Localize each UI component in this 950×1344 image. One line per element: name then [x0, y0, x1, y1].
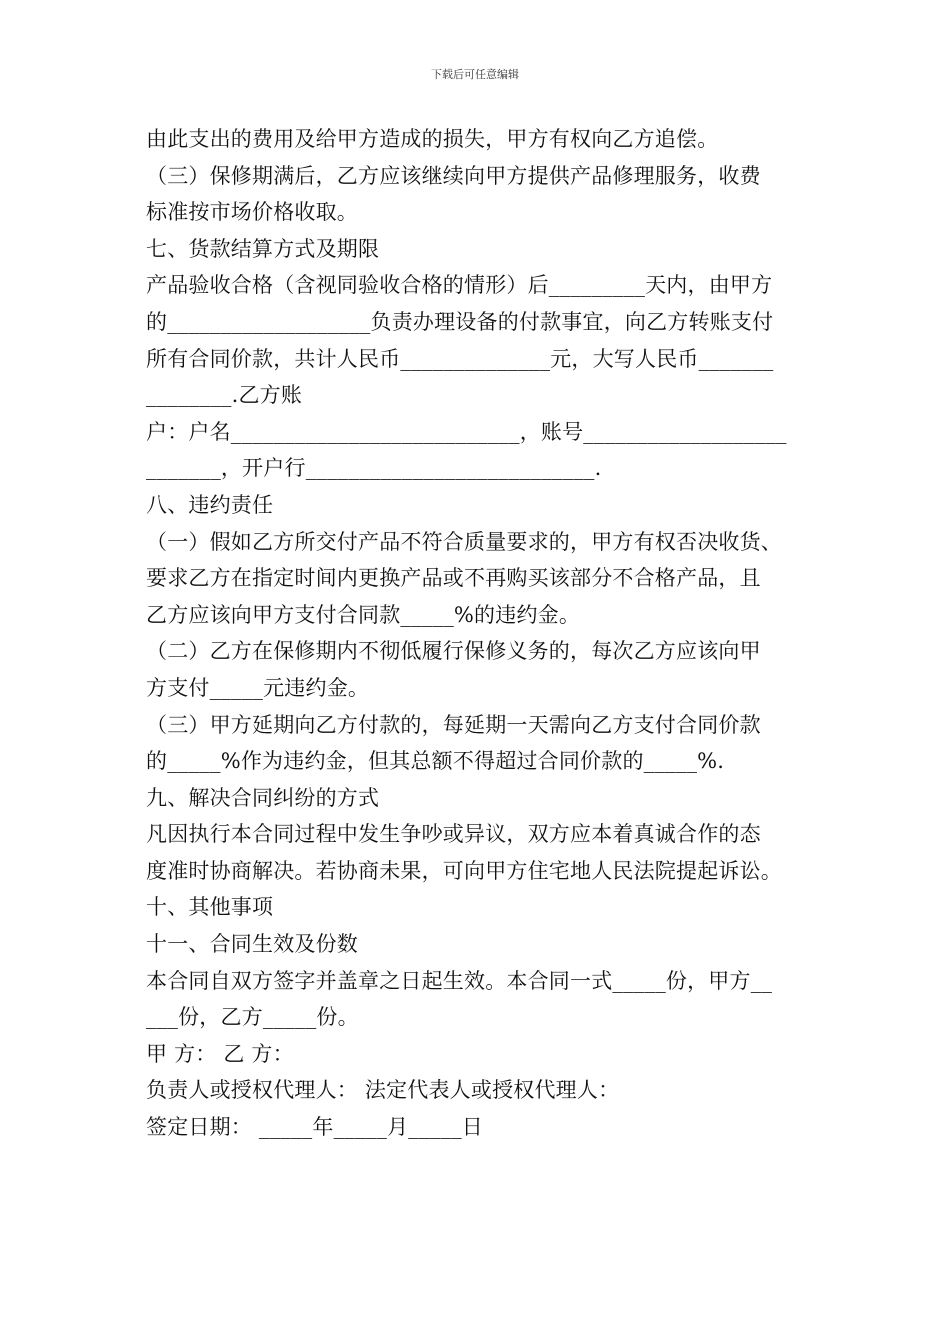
- text-line: （二）乙方在保修期内不彻低履行保修义务的，每次乙方应该向甲: [146, 639, 761, 664]
- text-line: 方支付_____元违约金。: [146, 675, 370, 700]
- text-line: _______，开户行___________________________.: [146, 456, 602, 481]
- text-line: ________.乙方账: [146, 383, 303, 408]
- text-line: 由此支出的费用及给甲方造成的损失，甲方有权向乙方追偿。: [146, 127, 719, 151]
- text-line: 的___________________负责办理设备的付款事宜，向乙方转账支付: [146, 309, 774, 334]
- section-heading: 七、货款结算方式及期限: [146, 236, 380, 261]
- section-heading: 十一、合同生效及份数: [146, 932, 358, 957]
- text-line: 所有合同价款，共计人民币______________元，大写人民币_______: [146, 346, 774, 371]
- section-heading: 八、违约责任: [146, 492, 274, 517]
- text-line: 产品验收合格（含视同验收合格的情形）后_________天内，由甲方: [146, 273, 773, 298]
- signing-date: 签定日期： _____年_____月_____日: [146, 1115, 483, 1140]
- text-line: （三）保修期满后，乙方应该继续向甲方提供产品修理服务，收费: [146, 163, 761, 188]
- text-line: 户：户名___________________________，账号___________________: [146, 419, 787, 444]
- text-line: （一）假如乙方所交付产品不符合质量要求的，甲方有权否决收货、: [146, 529, 782, 554]
- section-heading: 十、其他事项: [146, 895, 274, 920]
- document-body: [146, 121, 826, 1146]
- section-heading: 九、解决合同纠纷的方式: [146, 785, 380, 810]
- text-line: 的_____%作为违约金，但其总额不得超过合同价款的_____%.: [146, 749, 725, 774]
- text-line: 本合同自双方签字并盖章之日起生效。本合同一式_____份，甲方__: [146, 968, 773, 993]
- page-header-note: 下载后可任意编辑: [431, 68, 519, 81]
- text-line: 凡因执行本合同过程中发生争吵或异议，双方应本着真诚合作的态: [146, 822, 761, 847]
- text-line: 度准时协商解决。若协商未果，可向甲方住宅地人民法院提起诉讼。: [146, 858, 782, 883]
- text-line: 乙方应该向甲方支付合同款_____%的违约金。: [146, 602, 581, 627]
- party-labels: 甲 方： 乙 方：: [146, 1041, 294, 1066]
- signatory-labels: 负责人或授权代理人： 法定代表人或授权代理人：: [146, 1078, 620, 1103]
- text-line: 标准按市场价格收取。: [146, 200, 358, 225]
- text-line: （三）甲方延期向乙方付款的，每延期一天需向乙方支付合同价款: [146, 712, 761, 737]
- text-line: ___份，乙方_____份。: [146, 1005, 359, 1030]
- text-line: 要求乙方在指定时间内更换产品或不再购买该部分不合格产品，且: [146, 566, 761, 591]
